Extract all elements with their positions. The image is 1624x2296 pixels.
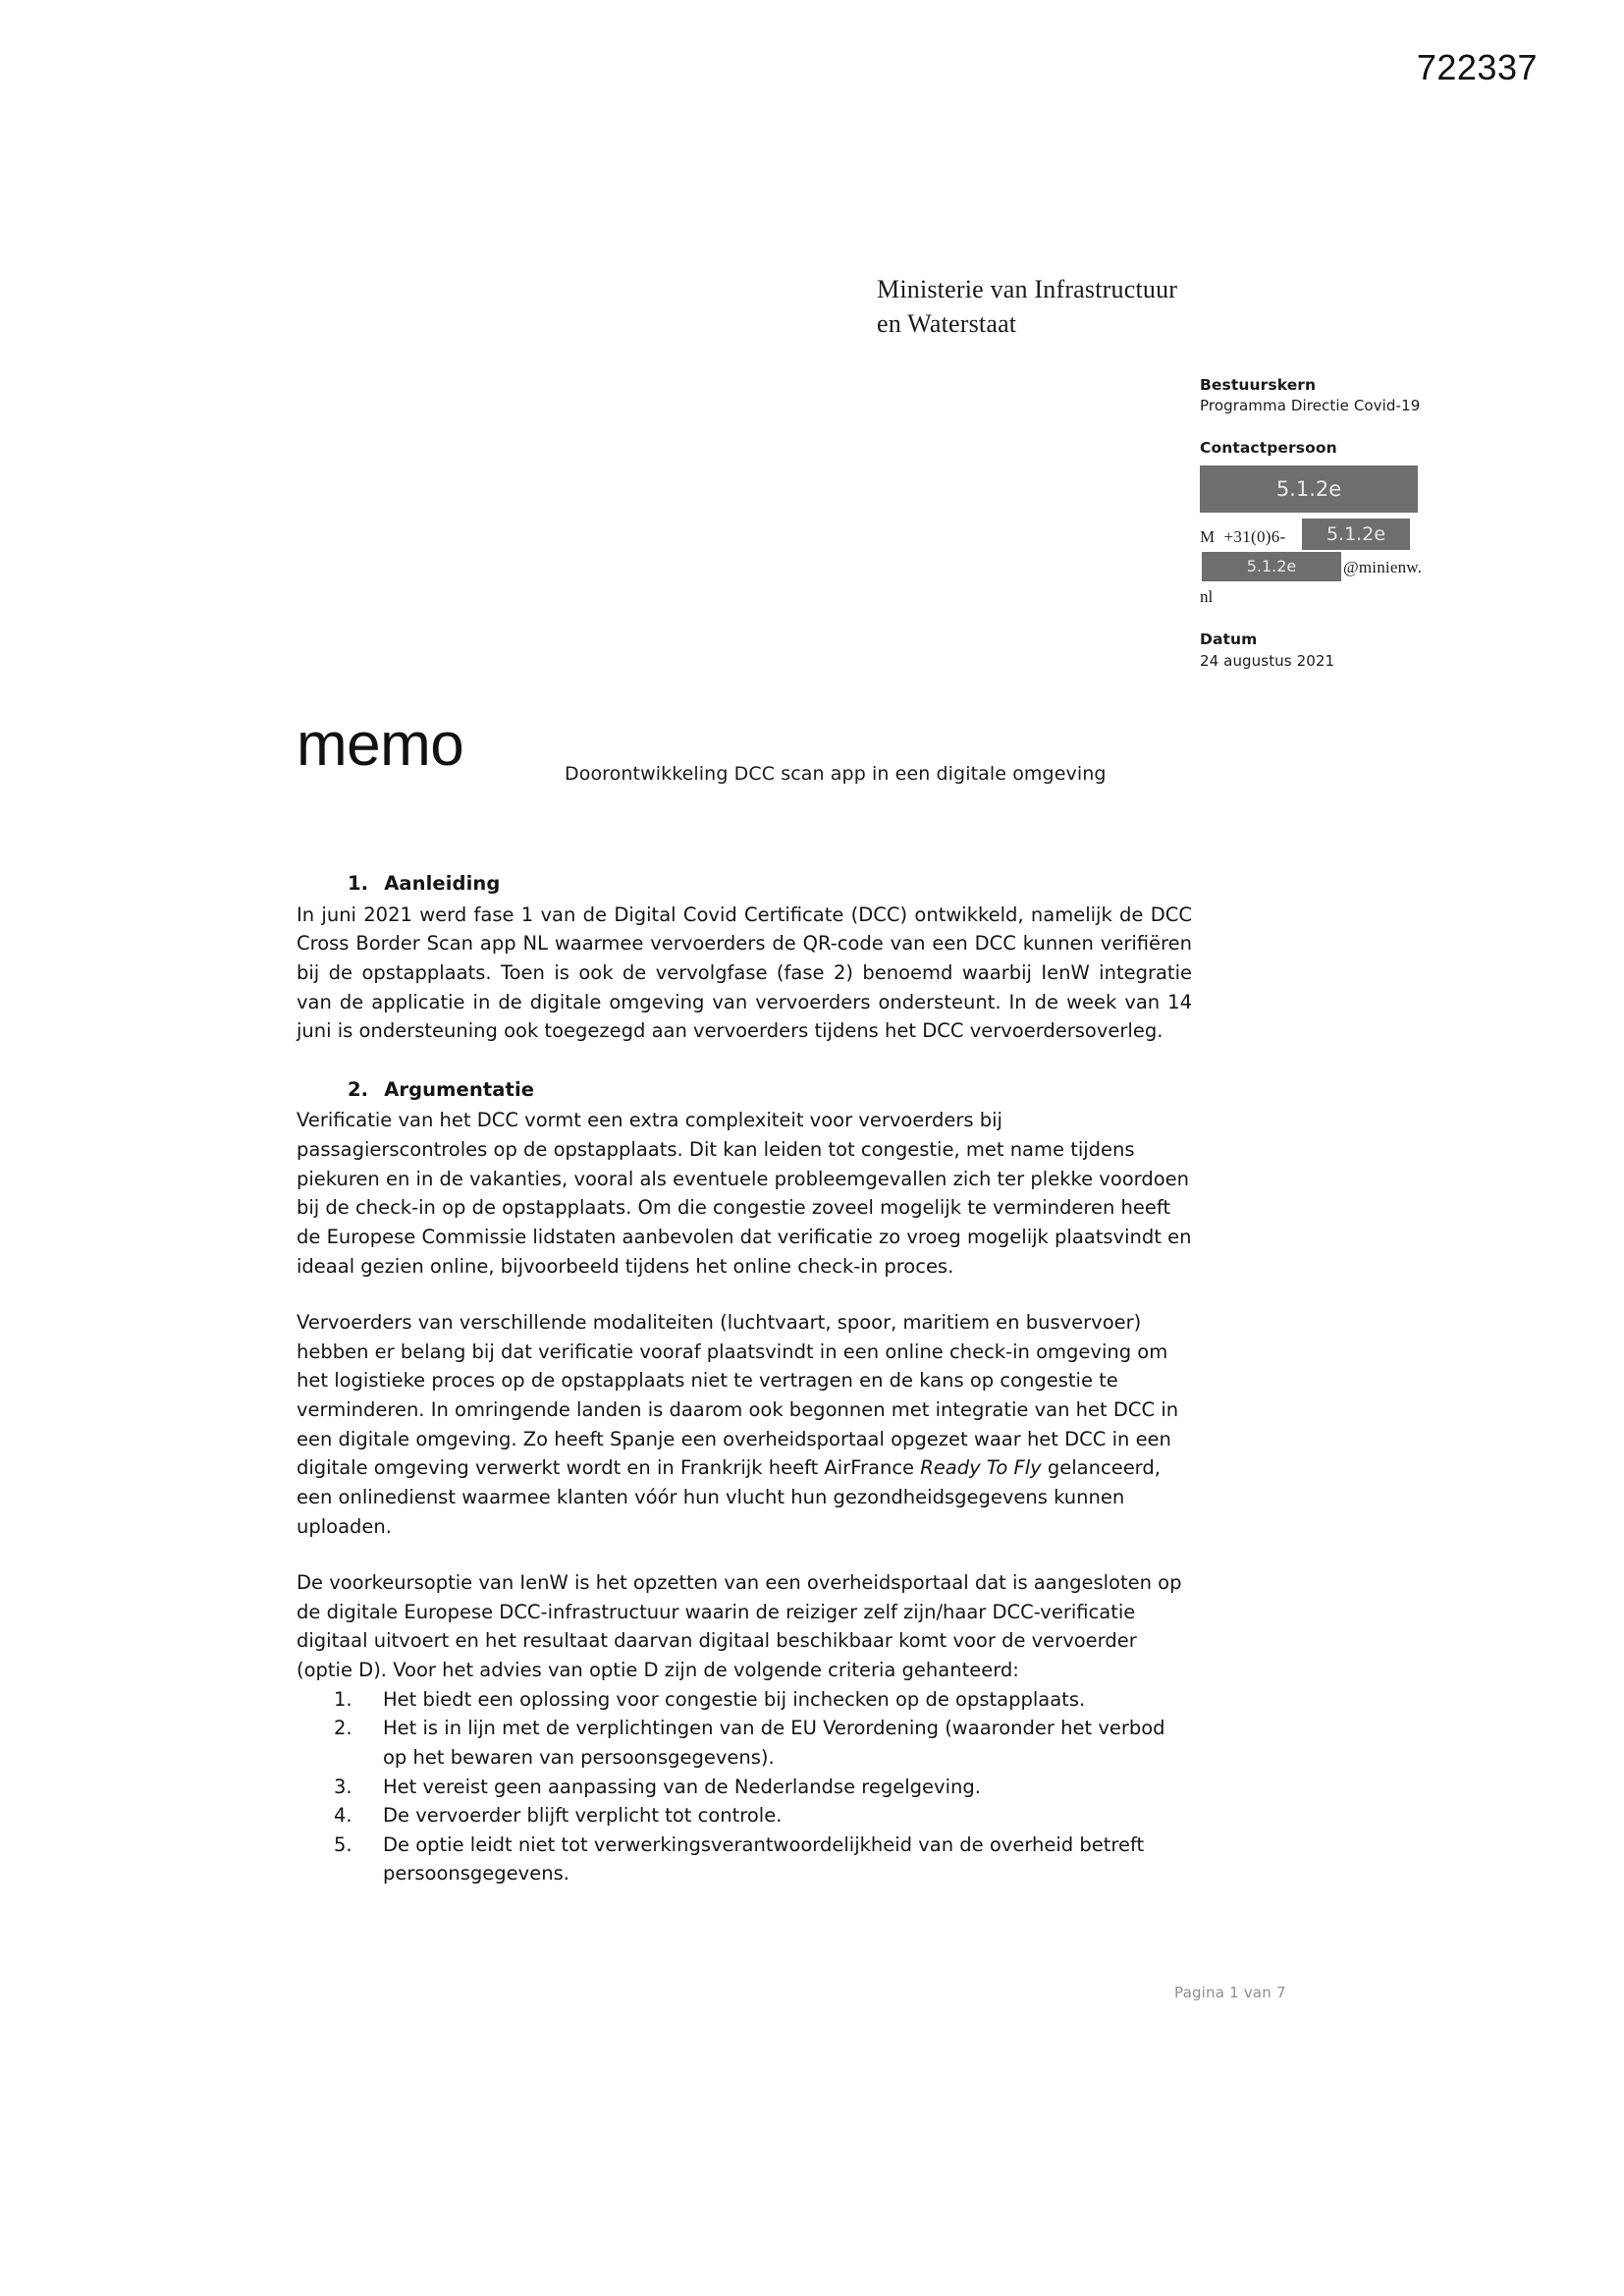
list-item: Het is in lijn met de verplichtingen van de EU Verordening (waaronder het verbod op het bewaren van persoonsgegevens).: [383, 1717, 1165, 1769]
list-item: Het biedt een oplossing voor congestie bij inchecken op de opstapplaats.: [383, 1687, 1086, 1711]
phone-label: M +31(0)6-: [1200, 526, 1286, 546]
date-label: Datum: [1200, 630, 1258, 649]
contactperson-redaction: 5.1.2e: [1200, 465, 1418, 513]
document-body: [297, 869, 1192, 1888]
date-value: 24 augustus 2021: [1200, 651, 1335, 670]
section-2-title: Argumentatie: [384, 1077, 535, 1101]
list-item: De optie leidt niet tot verwerkingsverantwoordelijkheid van de overheid betreft persoonsgegevens.: [383, 1832, 1145, 1886]
phone-row: [1200, 519, 1455, 552]
email-row: [1200, 552, 1455, 583]
email-redaction: 5.1.2e: [1202, 552, 1341, 581]
paragraph-2-text-after: gelanceerd, een onlinedienst waarmee klanten vóór hun vlucht hun gezondheidsgegevens kunnen uploaden.: [297, 1456, 1161, 1538]
email-tld: nl: [1200, 586, 1214, 606]
list-item: De vervoerder blijft verplicht tot controle.: [383, 1804, 783, 1828]
ministry-line-2: en Waterstaat: [877, 308, 1017, 338]
document-number: 722337: [1416, 47, 1538, 87]
page-subtitle: Doorontwikkeling DCC scan app in een digitale omgeving: [565, 763, 1107, 785]
page-footer: Pagina 1 van 7: [1174, 1984, 1286, 2001]
paragraph-2-text-before: Vervoerders van verschillende modaliteiten (luchtvaart, spoor, maritiem en busvervoer) hebben er belang bij dat verificatie vooraf plaatsvindt in een online check-in omgeving om het logistieke proces op de opstapplaats niet te vertragen en de kans op congestie te verminderen. In omringende landen is daarom ook begonnen met integratie van het DCC in een digitale omgeving. Zo heeft Spanje een overheidsportaal opgezet waar het DCC in een digitale omgeving verwerkt wordt en in Frankrijk heeft AirFrance: [297, 1311, 1179, 1480]
section-2-paragraph-1: Verificatie van het DCC vormt een extra complexiteit voor vervoerders bij passagierscontroles op de opstapplaats. Dit kan leiden tot congestie, met name tijdens piekuren en in de vakanties, vooral als eventuele probleemgevallen zich ter plekke voordoen bij de check-in op de opstapplaats. Om die congestie zoveel mogelijk te verminderen heeft de Europese Commissie lidstaten aanbevolen dat verificatie zo vroeg mogelijk plaatsvindt en ideaal gezien online, bijvoorbeeld tijdens het online check-in proces.: [297, 1109, 1192, 1278]
paragraph-spacer-2: [297, 1541, 1192, 1568]
meta-spacer-1: [1200, 417, 1455, 437]
criteria-list: [297, 1685, 1192, 1888]
section-1-heading: [348, 869, 1192, 899]
ministry-line-1: Ministerie van Infrastructuur: [877, 275, 1178, 303]
section-spacer-1: [297, 1046, 1192, 1075]
paragraph-spacer-1: [297, 1281, 1192, 1308]
section-1-paragraph: In juni 2021 werd fase 1 van de Digital Covid Certificate (DCC) ontwikkeld, namelijk de DCC Cross Border Scan app NL waarmee vervoerders de QR-code van een DCC kunnen verifiëren bij de opstapplaats. Toen is ook de vervolgfase (fase 2) benoemd waarbij IenW integratie van de applicatie in de digitale omgeving van vervoerders ondersteunt. In de week van 14 juni is ondersteuning ook toegezegd aan vervoerders tijdens het DCC vervoerdersoverleg.: [297, 902, 1192, 1043]
contactperson-label: Contactpersoon: [1200, 439, 1337, 458]
email-domain: @minienw.: [1343, 557, 1423, 576]
section-2-heading: [348, 1075, 1192, 1105]
organisation-value: Programma Directie Covid-19: [1200, 397, 1421, 415]
section-1-number: 1.: [348, 872, 369, 895]
organisation-label: Bestuurskern: [1200, 376, 1317, 394]
section-2-number: 2.: [348, 1077, 369, 1101]
list-item: Het vereist geen aanpassing van de Nederlandse regelgeving.: [383, 1775, 981, 1798]
section-1-title: Aanleiding: [384, 872, 501, 895]
meta-column: [1200, 374, 1455, 673]
service-name-emphasis: Ready To Fly: [920, 1456, 1042, 1480]
section-2-paragraph-3: De voorkeursoptie van IenW is het opzetten van een overheidsportaal dat is aangesloten op de digitale Europese DCC-infrastructuur waarin de reiziger zelf zijn/haar DCC-verificatie digitaal uitvoert en het resultaat daarvan digitaal beschikbaar komt voor de vervoerder (optie D). Voor het advies van optie D zijn de volgende criteria gehanteerd:: [297, 1571, 1182, 1681]
meta-spacer-2: [1200, 609, 1455, 629]
page-title: memo: [297, 711, 464, 779]
section-2-paragraph-2: [297, 1308, 1192, 1541]
phone-redaction: 5.1.2e: [1302, 519, 1410, 550]
ministry-logotype: [877, 273, 1177, 341]
